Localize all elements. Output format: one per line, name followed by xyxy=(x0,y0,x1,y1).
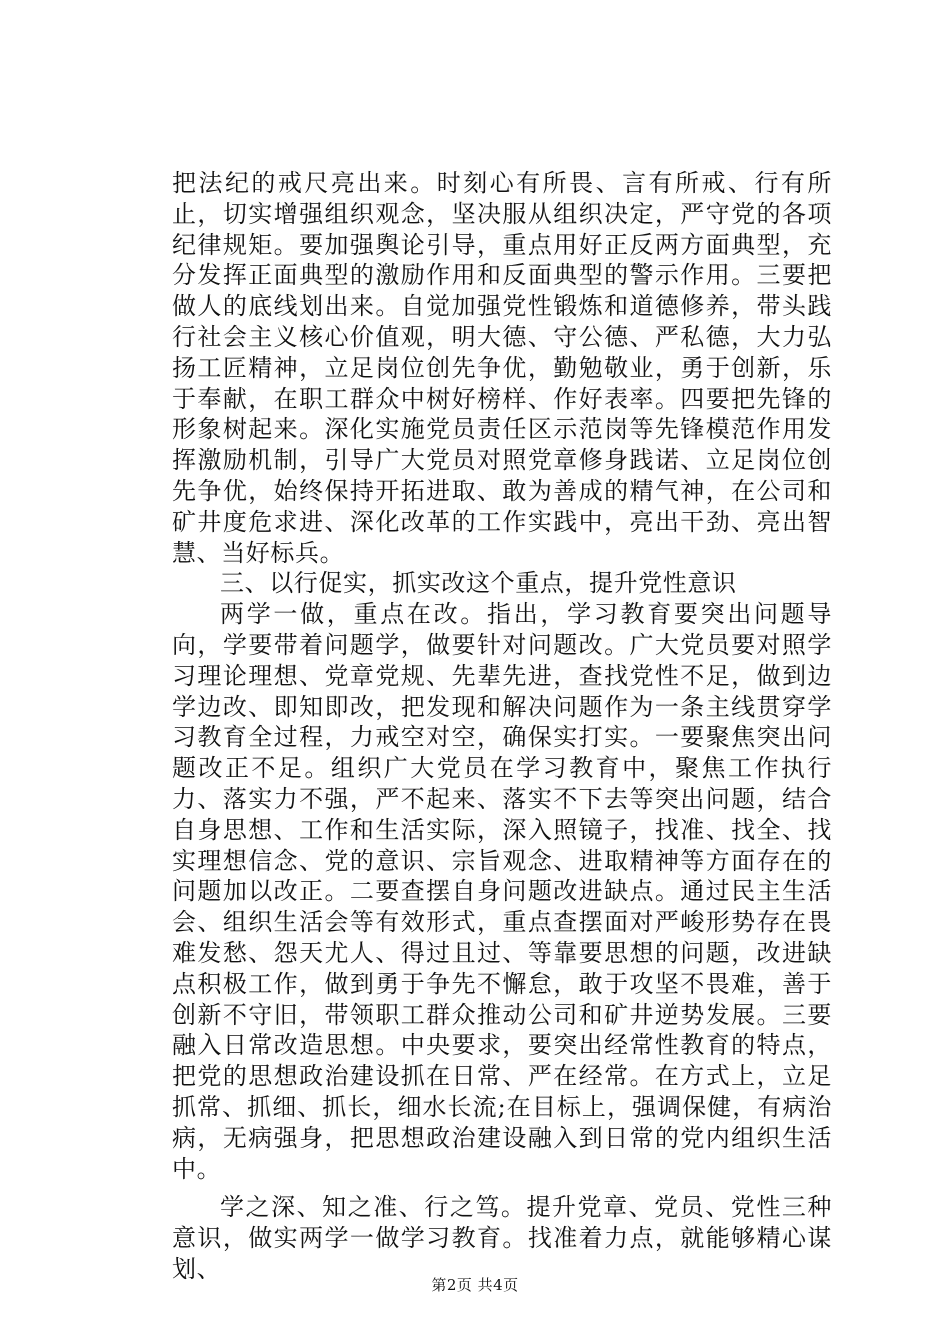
paragraph-3: 学之深、知之准、行之笃。提升党章、党员、党性三种意识，做实两学一做学习教育。找准着力点，就能够精心谋划、 xyxy=(172,1193,832,1283)
page-footer xyxy=(0,1275,950,1295)
document-body xyxy=(172,168,832,1285)
section-heading-3: 三、以行促实，抓实改这个重点，提升党性意识 xyxy=(220,569,737,598)
page-number: 第2页 共4页 xyxy=(431,1276,519,1294)
paragraph-2: 两学一做，重点在改。指出，学习教育要突出问题导向，学要带着问题学，做要针对问题改。广大党员要对照学习理论理想、党章党规、先辈先进，查找党性不足，做到边学边改、即知即改，把发现和解决问题作为一条主线贯穿学习教育全过程，力戒空对空，确保实打实。一要聚焦突出问题改正不足。组织广大党员在学习教育中，聚焦工作执行力、落实力不强，严不起来、落实不下去等突出问题，结合自身思想、工作和生活实际，深入照镜子，找准、找全、找实理想信念、党的意识、宗旨观念、进取精神等方面存在的问题加以改正。二要查摆自身问题改进缺点。通过民主生活会、组织生活会等有效形式，重点查摆面对严峻形势存在畏难发愁、怨天尤人、得过且过、等靠要思想的问题，改进缺点积极工作，做到勇于争先不懈怠，敢于攻坚不畏难，善于创新不守旧，带领职工群众推动公司和矿井逆势发展。三要融入日常改造思想。中央要求，要突出经常性教育的特点，把党的思想政治建设抓在日常、严在经常。在方式上，立足抓常、抓细、抓长，细水长流;在目标上，强调保健，有病治病，无病强身，把思想政治建设融入到日常的党内组织生活中。 xyxy=(172,600,832,1183)
paragraph-1: 把法纪的戒尺亮出来。时刻心有所畏、言有所戒、行有所止，切实增强组织观念，坚决服从组织决定，严守党的各项纪律规矩。要加强舆论引导，重点用好正反两方面典型，充分发挥正面典型的激励作用和反面典型的警示作用。三要把做人的底线划出来。自觉加强党性锻炼和道德修养，带头践行社会主义核心价值观，明大德、守公德、严私德，大力弘扬工匠精神，立足岗位创先争优，勤勉敬业，勇于创新，乐于奉献，在职工群众中树好榜样、作好表率。四要把先锋的形象树起来。深化实施党员责任区示范岗等先锋模范作用发挥激励机制，引导广大党员对照党章修身践诺、立足岗位创先争优，始终保持开拓进取、敢为善成的精气神，在公司和矿井度危求进、深化改革的工作实践中，亮出干劲、亮出智慧、当好标兵。 xyxy=(172,169,832,567)
